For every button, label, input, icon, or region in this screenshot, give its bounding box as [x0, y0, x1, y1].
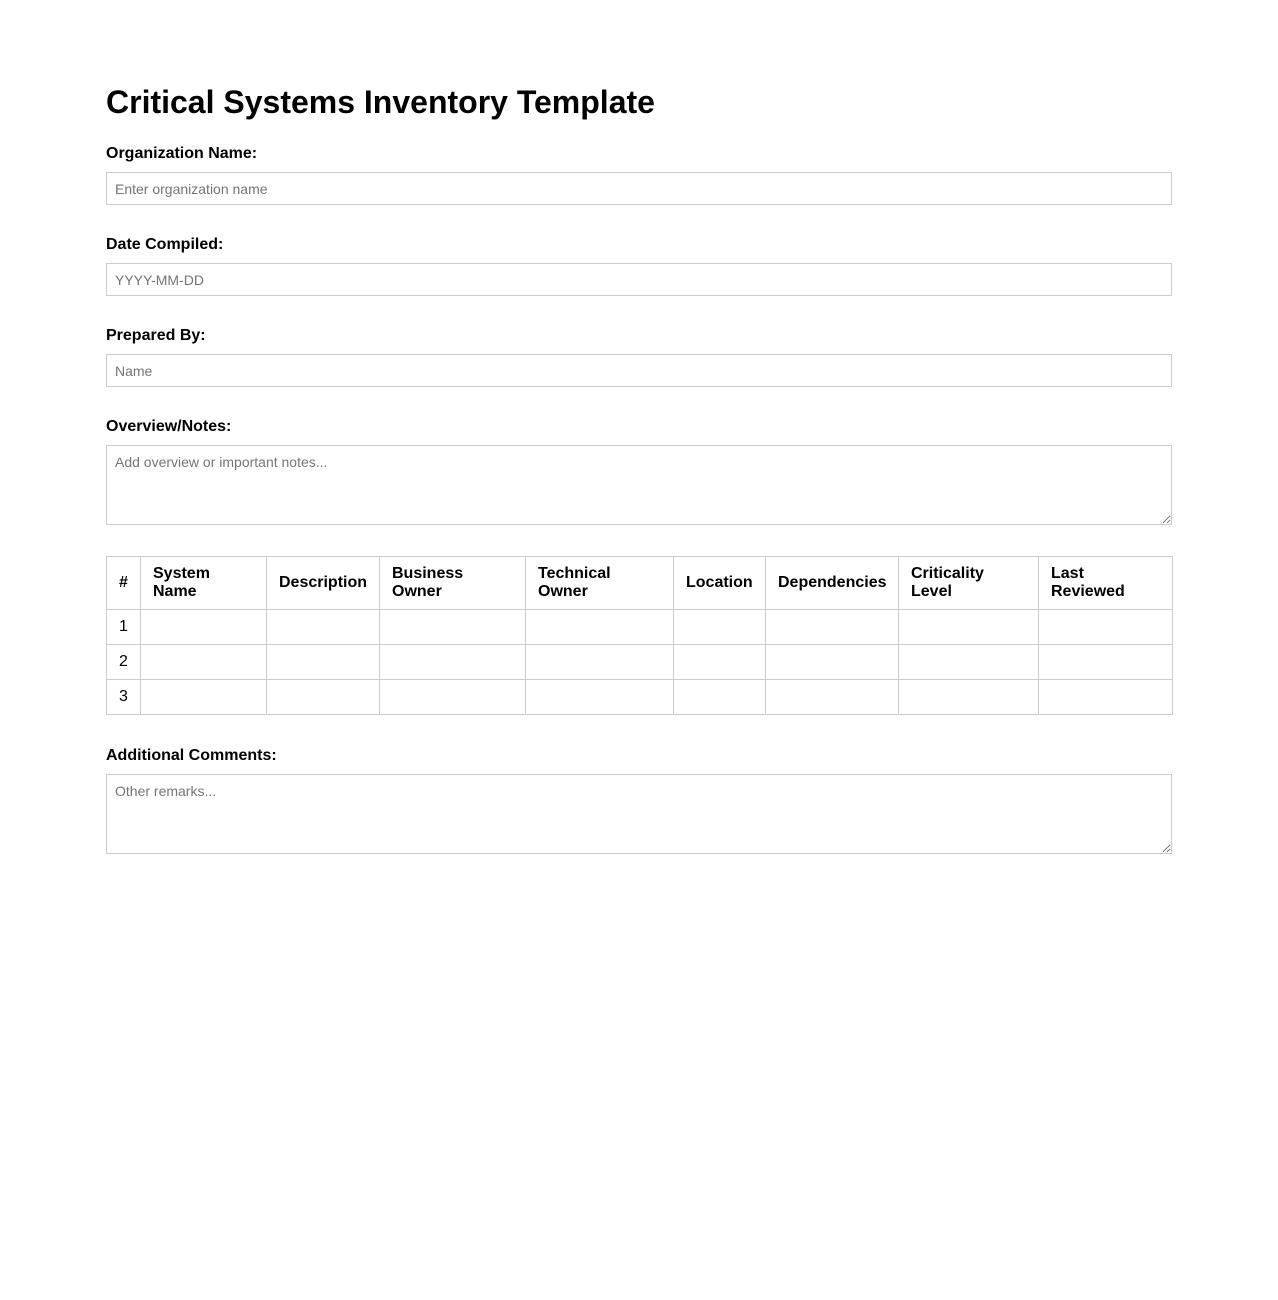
cell-last-reviewed[interactable] — [1039, 610, 1173, 645]
prepared-by-field-group — [106, 327, 1172, 387]
table-row — [107, 680, 1173, 715]
cell-location[interactable] — [674, 680, 766, 715]
header-business-owner: Business Owner — [380, 557, 526, 610]
cell-criticality-level[interactable] — [899, 645, 1039, 680]
row-number: 2 — [107, 645, 141, 680]
cell-technical-owner[interactable] — [526, 645, 674, 680]
table-row — [107, 645, 1173, 680]
cell-dependencies[interactable] — [766, 680, 899, 715]
date-field-group — [106, 236, 1172, 296]
cell-technical-owner[interactable] — [526, 610, 674, 645]
row-number: 3 — [107, 680, 141, 715]
additional-comments-textarea[interactable] — [106, 774, 1172, 854]
cell-system-name[interactable] — [141, 680, 267, 715]
cell-location[interactable] — [674, 610, 766, 645]
overview-textarea[interactable] — [106, 445, 1172, 525]
cell-last-reviewed[interactable] — [1039, 645, 1173, 680]
overview-field-group — [106, 418, 1172, 525]
header-criticality-level: Criticality Level — [899, 557, 1039, 610]
cell-criticality-level[interactable] — [899, 610, 1039, 645]
comments-field-group — [106, 747, 1172, 854]
date-compiled-label: Date Compiled: — [106, 236, 224, 253]
prepared-by-input[interactable] — [106, 354, 1172, 387]
date-compiled-input[interactable] — [106, 263, 1172, 296]
header-location: Location — [674, 557, 766, 610]
header-last-reviewed: Last Reviewed — [1039, 557, 1173, 610]
cell-business-owner[interactable] — [380, 680, 526, 715]
cell-dependencies[interactable] — [766, 645, 899, 680]
cell-system-name[interactable] — [141, 610, 267, 645]
page-title: Critical Systems Inventory Template — [106, 84, 655, 120]
cell-last-reviewed[interactable] — [1039, 680, 1173, 715]
cell-business-owner[interactable] — [380, 645, 526, 680]
header-number: # — [107, 557, 141, 610]
header-technical-owner: Technical Owner — [526, 557, 674, 610]
additional-comments-label: Additional Comments: — [106, 747, 277, 764]
cell-dependencies[interactable] — [766, 610, 899, 645]
header-description: Description — [267, 557, 380, 610]
organization-input[interactable] — [106, 172, 1172, 205]
organization-label: Organization Name: — [106, 145, 258, 162]
prepared-by-label: Prepared By: — [106, 327, 206, 344]
header-dependencies: Dependencies — [766, 557, 899, 610]
header-system-name: System Name — [141, 557, 267, 610]
organization-field-group — [106, 145, 1172, 205]
cell-description[interactable] — [267, 680, 380, 715]
table-header-row — [107, 557, 1173, 610]
cell-criticality-level[interactable] — [899, 680, 1039, 715]
table-row — [107, 610, 1173, 645]
overview-label: Overview/Notes: — [106, 418, 232, 435]
cell-technical-owner[interactable] — [526, 680, 674, 715]
cell-location[interactable] — [674, 645, 766, 680]
systems-inventory-table — [106, 556, 1173, 715]
cell-description[interactable] — [267, 645, 380, 680]
cell-system-name[interactable] — [141, 645, 267, 680]
cell-business-owner[interactable] — [380, 610, 526, 645]
cell-description[interactable] — [267, 610, 380, 645]
row-number: 1 — [107, 610, 141, 645]
